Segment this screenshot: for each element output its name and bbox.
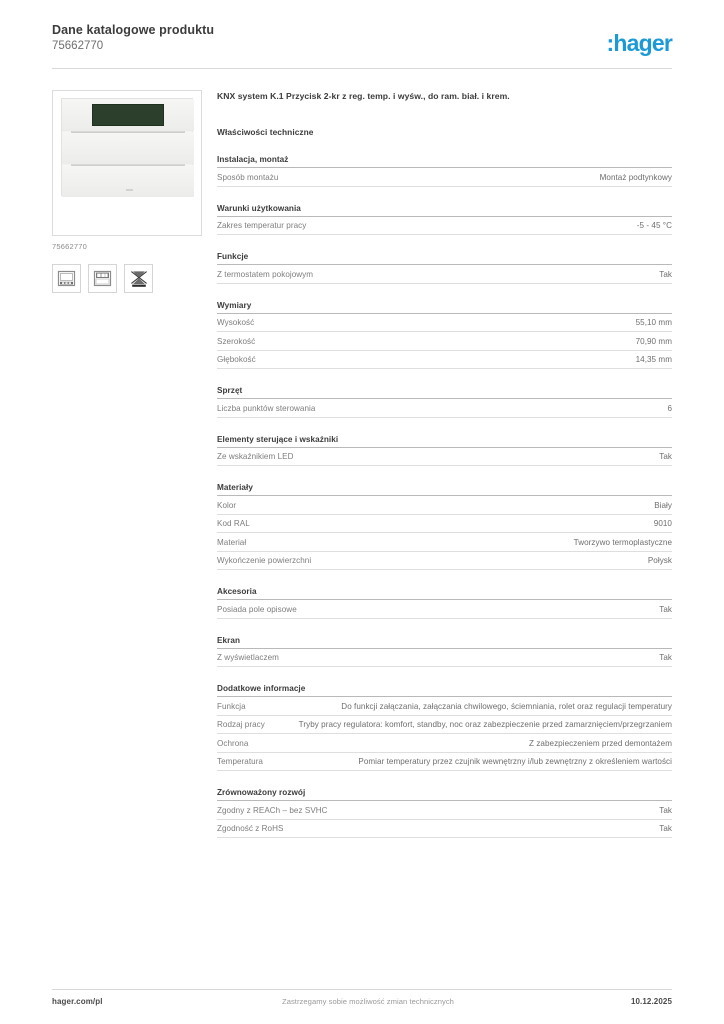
spec-group (217, 435, 672, 467)
spec-row-value: 14,35 mm (635, 355, 672, 364)
device-display-screen (92, 104, 164, 126)
spec-row-label: Kod RAL (217, 519, 250, 528)
spec-row-label: Rodzaj pracy (217, 720, 265, 729)
spec-group (217, 587, 672, 619)
spec-row-value: Tak (659, 269, 672, 279)
spec-group-title: Materiały (217, 483, 672, 496)
spec-row (217, 801, 672, 820)
spec-row-value: Tak (659, 452, 672, 461)
badge-weee (124, 264, 153, 293)
page-subtitle-article-number: 75662770 (52, 40, 104, 52)
display-module-icon (57, 270, 76, 287)
spec-group (217, 252, 672, 284)
spec-row-value: Tak (659, 653, 672, 662)
spec-row-value: Do funkcji załączania, załączania chwilowego, ściemniania, rolet oraz regulacji temperatury (341, 701, 672, 711)
spec-row (217, 217, 672, 236)
device-bottom-notch (126, 189, 133, 191)
spec-group-title: Dodatkowe informacje (217, 684, 672, 697)
page-title: Dane katalogowe produktu (52, 23, 215, 37)
footer-divider (52, 989, 672, 990)
spec-row-value: Pomiar temperatury przez czujnik wewnętrzny i/lub zewnętrzny z określeniem wartości (358, 757, 672, 766)
spec-row (217, 448, 672, 467)
device-separator-lower (71, 164, 185, 166)
spec-row (217, 820, 672, 839)
spec-row (217, 168, 672, 187)
spec-row (217, 734, 672, 753)
spec-group-title: Wymiary (217, 301, 672, 314)
spec-group (217, 684, 672, 771)
spec-group (217, 788, 672, 838)
spec-row-value: Połysk (647, 556, 672, 565)
spec-row-label: Głębokość (217, 355, 256, 364)
specification-groups (217, 155, 672, 838)
spec-group (217, 155, 672, 187)
device-band-bottom (62, 165, 194, 197)
spec-row (217, 753, 672, 772)
spec-row (217, 533, 672, 552)
spec-group-title: Akcesoria (217, 587, 672, 600)
footer-date: 10.12.2025 (630, 997, 672, 1006)
device-separator-upper (71, 131, 185, 133)
footer-website[interactable]: hager.com/pl (52, 997, 103, 1006)
spec-row (217, 332, 672, 351)
spec-row-label: Wykończenie powierzchni (217, 556, 312, 565)
spec-row-value: Tak (659, 805, 672, 815)
spec-row-label: Materiał (217, 537, 247, 547)
spec-row (217, 552, 672, 571)
spec-row-value: Montaż podtynkowy (599, 172, 672, 182)
spec-row-label: Zakres temperatur pracy (217, 221, 307, 230)
spec-row-label: Z termostatem pokojowym (217, 269, 314, 279)
technical-properties-heading: Właściwości techniczne (217, 127, 314, 137)
spec-row-label: Posiada pole opisowe (217, 604, 297, 614)
hager-logo: :hager (606, 30, 672, 56)
spec-group-title: Zrównoważony rozwój (217, 788, 672, 801)
product-name: KNX system K.1 Przycisk 2-kr z reg. temp. i wyśw., do ram. biał. i krem. (217, 91, 510, 101)
spec-group-title: Elementy sterujące i wskaźniki (217, 435, 672, 448)
spec-row (217, 515, 672, 534)
spec-group-title: Sprzęt (217, 386, 672, 399)
spec-row-value: 70,90 mm (635, 336, 672, 346)
spec-row-label: Sposób montażu (217, 172, 279, 182)
spec-row-value: Tworzywo termoplastyczne (573, 537, 672, 547)
spec-row-label: Ochrona (217, 738, 249, 748)
spec-row-label: Funkcja (217, 701, 246, 711)
product-image-frame (52, 90, 202, 236)
spec-group (217, 204, 672, 236)
spec-group-title: Instalacja, montaż (217, 155, 672, 168)
product-image-column (52, 90, 202, 293)
spec-row (217, 600, 672, 619)
page-footer (52, 997, 672, 1006)
spec-row-label: Wysokość (217, 318, 255, 327)
spec-row-value: 55,10 mm (635, 318, 672, 327)
spec-group (217, 636, 672, 668)
spec-row-value: Z zabezpieczeniem przed demontażem (529, 738, 672, 748)
device-band-middle (62, 132, 194, 164)
spec-row (217, 649, 672, 668)
spec-group (217, 386, 672, 418)
spec-row-value: Tryby pracy regulatora: komfort, standby, noc oraz zabezpieczenie przed zamarznięciem/przegrzaniem (298, 720, 672, 729)
spec-row-label: Zgodny z REACh – bez SVHC (217, 805, 328, 815)
spec-row-value: 9010 (653, 519, 672, 528)
spec-row-label: Szerokość (217, 336, 256, 346)
product-device-illustration (61, 98, 193, 196)
labelled-display-icon (93, 270, 112, 287)
header-divider (52, 68, 672, 69)
badge-display-module (52, 264, 81, 293)
spec-row-value: 6 (667, 403, 672, 413)
product-badge-list (52, 264, 202, 293)
spec-row-label: Liczba punktów sterowania (217, 403, 316, 413)
spec-group (217, 301, 672, 370)
badge-labelled-display (88, 264, 117, 293)
spec-row-value: Tak (659, 604, 672, 614)
spec-row (217, 314, 672, 333)
spec-row (217, 496, 672, 515)
spec-group-title: Funkcje (217, 252, 672, 265)
spec-row (217, 351, 672, 370)
spec-row-label: Kolor (217, 500, 237, 510)
spec-row-value: Biały (654, 500, 672, 510)
spec-group-title: Ekran (217, 636, 672, 649)
spec-row (217, 399, 672, 418)
specification-column (217, 90, 672, 838)
spec-row (217, 716, 672, 735)
spec-row-label: Zgodność z RoHS (217, 824, 284, 833)
weee-crossed-bin-icon (130, 269, 148, 288)
spec-row-value: -5 - 45 °C (636, 221, 672, 230)
spec-row-label: Temperatura (217, 757, 263, 766)
footer-disclaimer: Zastrzegamy sobie możliwość zmian technicznych (282, 997, 454, 1006)
page-header (52, 22, 672, 70)
spec-row (217, 265, 672, 284)
spec-row-label: Z wyświetlaczem (217, 653, 279, 662)
spec-row (217, 697, 672, 716)
spec-row-label: Ze wskaźnikiem LED (217, 452, 294, 461)
spec-group-title: Warunki użytkowania (217, 204, 672, 217)
product-image-caption: 75662770 (52, 242, 87, 251)
spec-group (217, 483, 672, 570)
spec-row-value: Tak (659, 824, 672, 833)
